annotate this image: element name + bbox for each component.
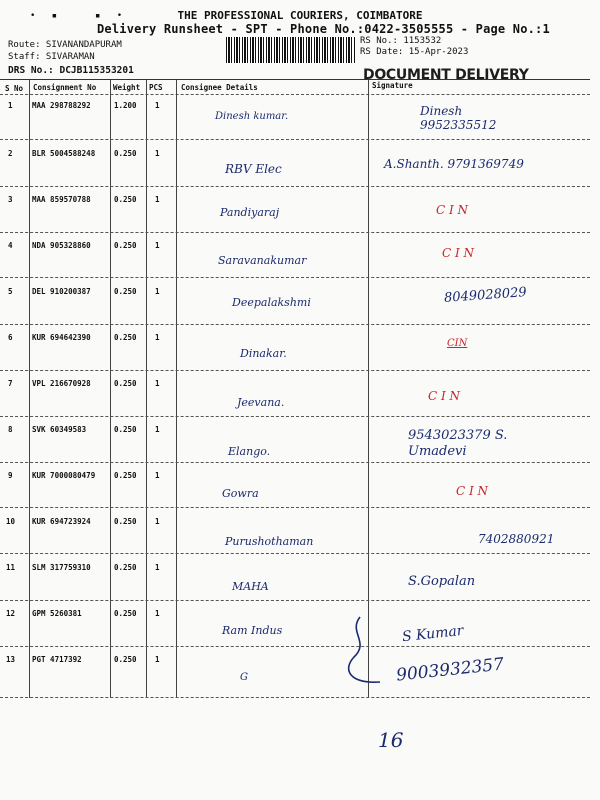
row-pcs: 1	[155, 517, 160, 526]
row-consignment: KUR 694642390	[32, 333, 91, 342]
row-consignment: MAA 298788292	[32, 101, 91, 110]
row-signature: 7402880921	[478, 532, 555, 546]
row-weight: 0.250	[114, 655, 137, 664]
header-bottom-rule	[0, 94, 590, 95]
row-separator	[0, 324, 590, 325]
row-consignee: Pandiyaraj	[220, 206, 280, 219]
row-pcs: 1	[155, 655, 160, 664]
row-signature: 9543023379 S. Umadevi	[408, 428, 508, 459]
row-consignee: RBV Elec	[225, 162, 282, 176]
row-signature: A.Shanth. 9791369749	[384, 157, 524, 171]
staff-text: Staff: SIVARAMAN	[8, 52, 95, 62]
col-divider	[176, 80, 177, 698]
row-pcs: 1	[155, 563, 160, 572]
row-sno: 12	[6, 609, 16, 618]
col-sno: S No	[5, 84, 24, 93]
row-separator	[0, 507, 590, 508]
row-signature: C I N	[442, 246, 475, 260]
row-sno: 2	[8, 149, 13, 158]
row-signature: C I N	[436, 203, 469, 217]
signature-scribble	[340, 612, 400, 692]
row-separator	[0, 186, 590, 187]
row-consignee: Deepalakshmi	[232, 296, 311, 309]
route-text: Route: SIVANANDAPURAM	[8, 40, 122, 50]
row-signature: Dinesh 9952335512	[420, 104, 497, 132]
row-sno: 4	[8, 241, 13, 250]
row-consignment: DEL 910200387	[32, 287, 91, 296]
row-separator	[0, 646, 590, 647]
row-weight: 0.250	[114, 287, 137, 296]
row-consignment: SVK 60349583	[32, 425, 87, 434]
row-separator	[0, 139, 590, 140]
row-signature: C I N	[456, 484, 489, 498]
row-sno: 9	[8, 471, 13, 480]
row-weight: 0.250	[114, 333, 137, 342]
row-pcs: 1	[155, 471, 160, 480]
company-title: THE PROFESSIONAL COURIERS, COIMBATORE	[177, 9, 423, 22]
row-sno: 6	[8, 333, 13, 342]
row-weight: 1.200	[114, 101, 137, 110]
row-separator	[0, 600, 590, 601]
row-signature: S Kumar	[401, 622, 465, 646]
row-pcs: 1	[155, 149, 160, 158]
row-sno: 1	[8, 101, 13, 110]
row-sno: 10	[6, 517, 16, 526]
footer-note: 16	[378, 728, 404, 752]
row-weight: 0.250	[114, 149, 137, 158]
row-separator	[0, 277, 590, 278]
row-signature: CIN	[447, 338, 468, 349]
row-consignee: Gowra	[222, 487, 259, 500]
row-weight: 0.250	[114, 471, 137, 480]
barcode	[226, 37, 356, 63]
row-separator	[0, 553, 590, 554]
row-consignee: Saravanakumar	[218, 254, 307, 267]
drs-number: DRS No.: DCJB115353201	[8, 65, 134, 76]
col-consignment: Consignment No	[33, 83, 97, 92]
row-consignment: KUR 694723924	[32, 517, 91, 526]
row-consignee: Ram Indus	[222, 624, 283, 637]
row-consignment: GPM 5260381	[32, 609, 82, 618]
row-weight: 0.250	[114, 425, 137, 434]
row-separator	[0, 697, 590, 698]
col-divider	[29, 80, 30, 698]
row-pcs: 1	[155, 101, 160, 110]
row-consignee: G	[240, 672, 248, 683]
row-pcs: 1	[155, 287, 160, 296]
row-weight: 0.250	[114, 609, 137, 618]
row-separator	[0, 232, 590, 233]
row-consignment: VPL 216670928	[32, 379, 91, 388]
rs-number: RS No.: 1153532	[360, 36, 442, 46]
col-divider	[368, 80, 369, 698]
row-consignee: Elango.	[228, 445, 271, 458]
row-sno: 5	[8, 287, 13, 296]
row-separator	[0, 370, 590, 371]
row-consignee: Purushothaman	[225, 535, 314, 548]
scan-marks: • ▪ ▪ •	[30, 11, 123, 21]
document-delivery-label: DOCUMENT DELIVERY	[363, 67, 529, 83]
row-weight: 0.250	[114, 241, 137, 250]
header-top-rule	[0, 79, 590, 80]
row-pcs: 1	[155, 241, 160, 250]
col-divider	[110, 80, 111, 698]
row-pcs: 1	[155, 425, 160, 434]
row-consignee: Dinakar.	[240, 347, 287, 360]
row-separator	[0, 416, 590, 417]
row-pcs: 1	[155, 333, 160, 342]
row-consignment: SLM 317759310	[32, 563, 91, 572]
row-consignment: BLR 5004588248	[32, 149, 96, 158]
row-consignment: NDA 905328860	[32, 241, 91, 250]
row-sno: 11	[6, 563, 16, 572]
row-sno: 13	[6, 655, 16, 664]
row-pcs: 1	[155, 379, 160, 388]
row-pcs: 1	[155, 195, 160, 204]
row-sno: 8	[8, 425, 13, 434]
row-consignee: Jeevana.	[237, 396, 285, 409]
row-consignment: KUR 7000080479	[32, 471, 96, 480]
row-signature: C I N	[428, 389, 461, 403]
row-signature: 8049028029	[443, 285, 528, 306]
rs-date: RS Date: 15-Apr-2023	[360, 47, 469, 57]
col-divider	[146, 80, 147, 698]
row-signature: S.Gopalan	[408, 574, 476, 589]
row-weight: 0.250	[114, 379, 137, 388]
row-weight: 0.250	[114, 563, 137, 572]
row-consignment: PGT 4717392	[32, 655, 82, 664]
col-pcs: PCS	[149, 83, 163, 92]
col-weight: Weight	[113, 83, 141, 92]
col-consignee: Consignee Details	[181, 83, 258, 92]
row-pcs: 1	[155, 609, 160, 618]
row-separator	[0, 462, 590, 463]
row-weight: 0.250	[114, 195, 137, 204]
row-sno: 3	[8, 195, 13, 204]
row-consignee: MAHA	[232, 580, 269, 593]
col-signature: Signature	[372, 81, 413, 90]
row-consignee: Dinesh kumar.	[215, 111, 289, 122]
runsheet-title: Delivery Runsheet - SPT - Phone No.:0422-3505555 - Page No.:1	[97, 22, 550, 36]
row-consignment: MAA 859570788	[32, 195, 91, 204]
row-sno: 7	[8, 379, 13, 388]
row-signature: 9003932357	[395, 654, 505, 686]
row-weight: 0.250	[114, 517, 137, 526]
